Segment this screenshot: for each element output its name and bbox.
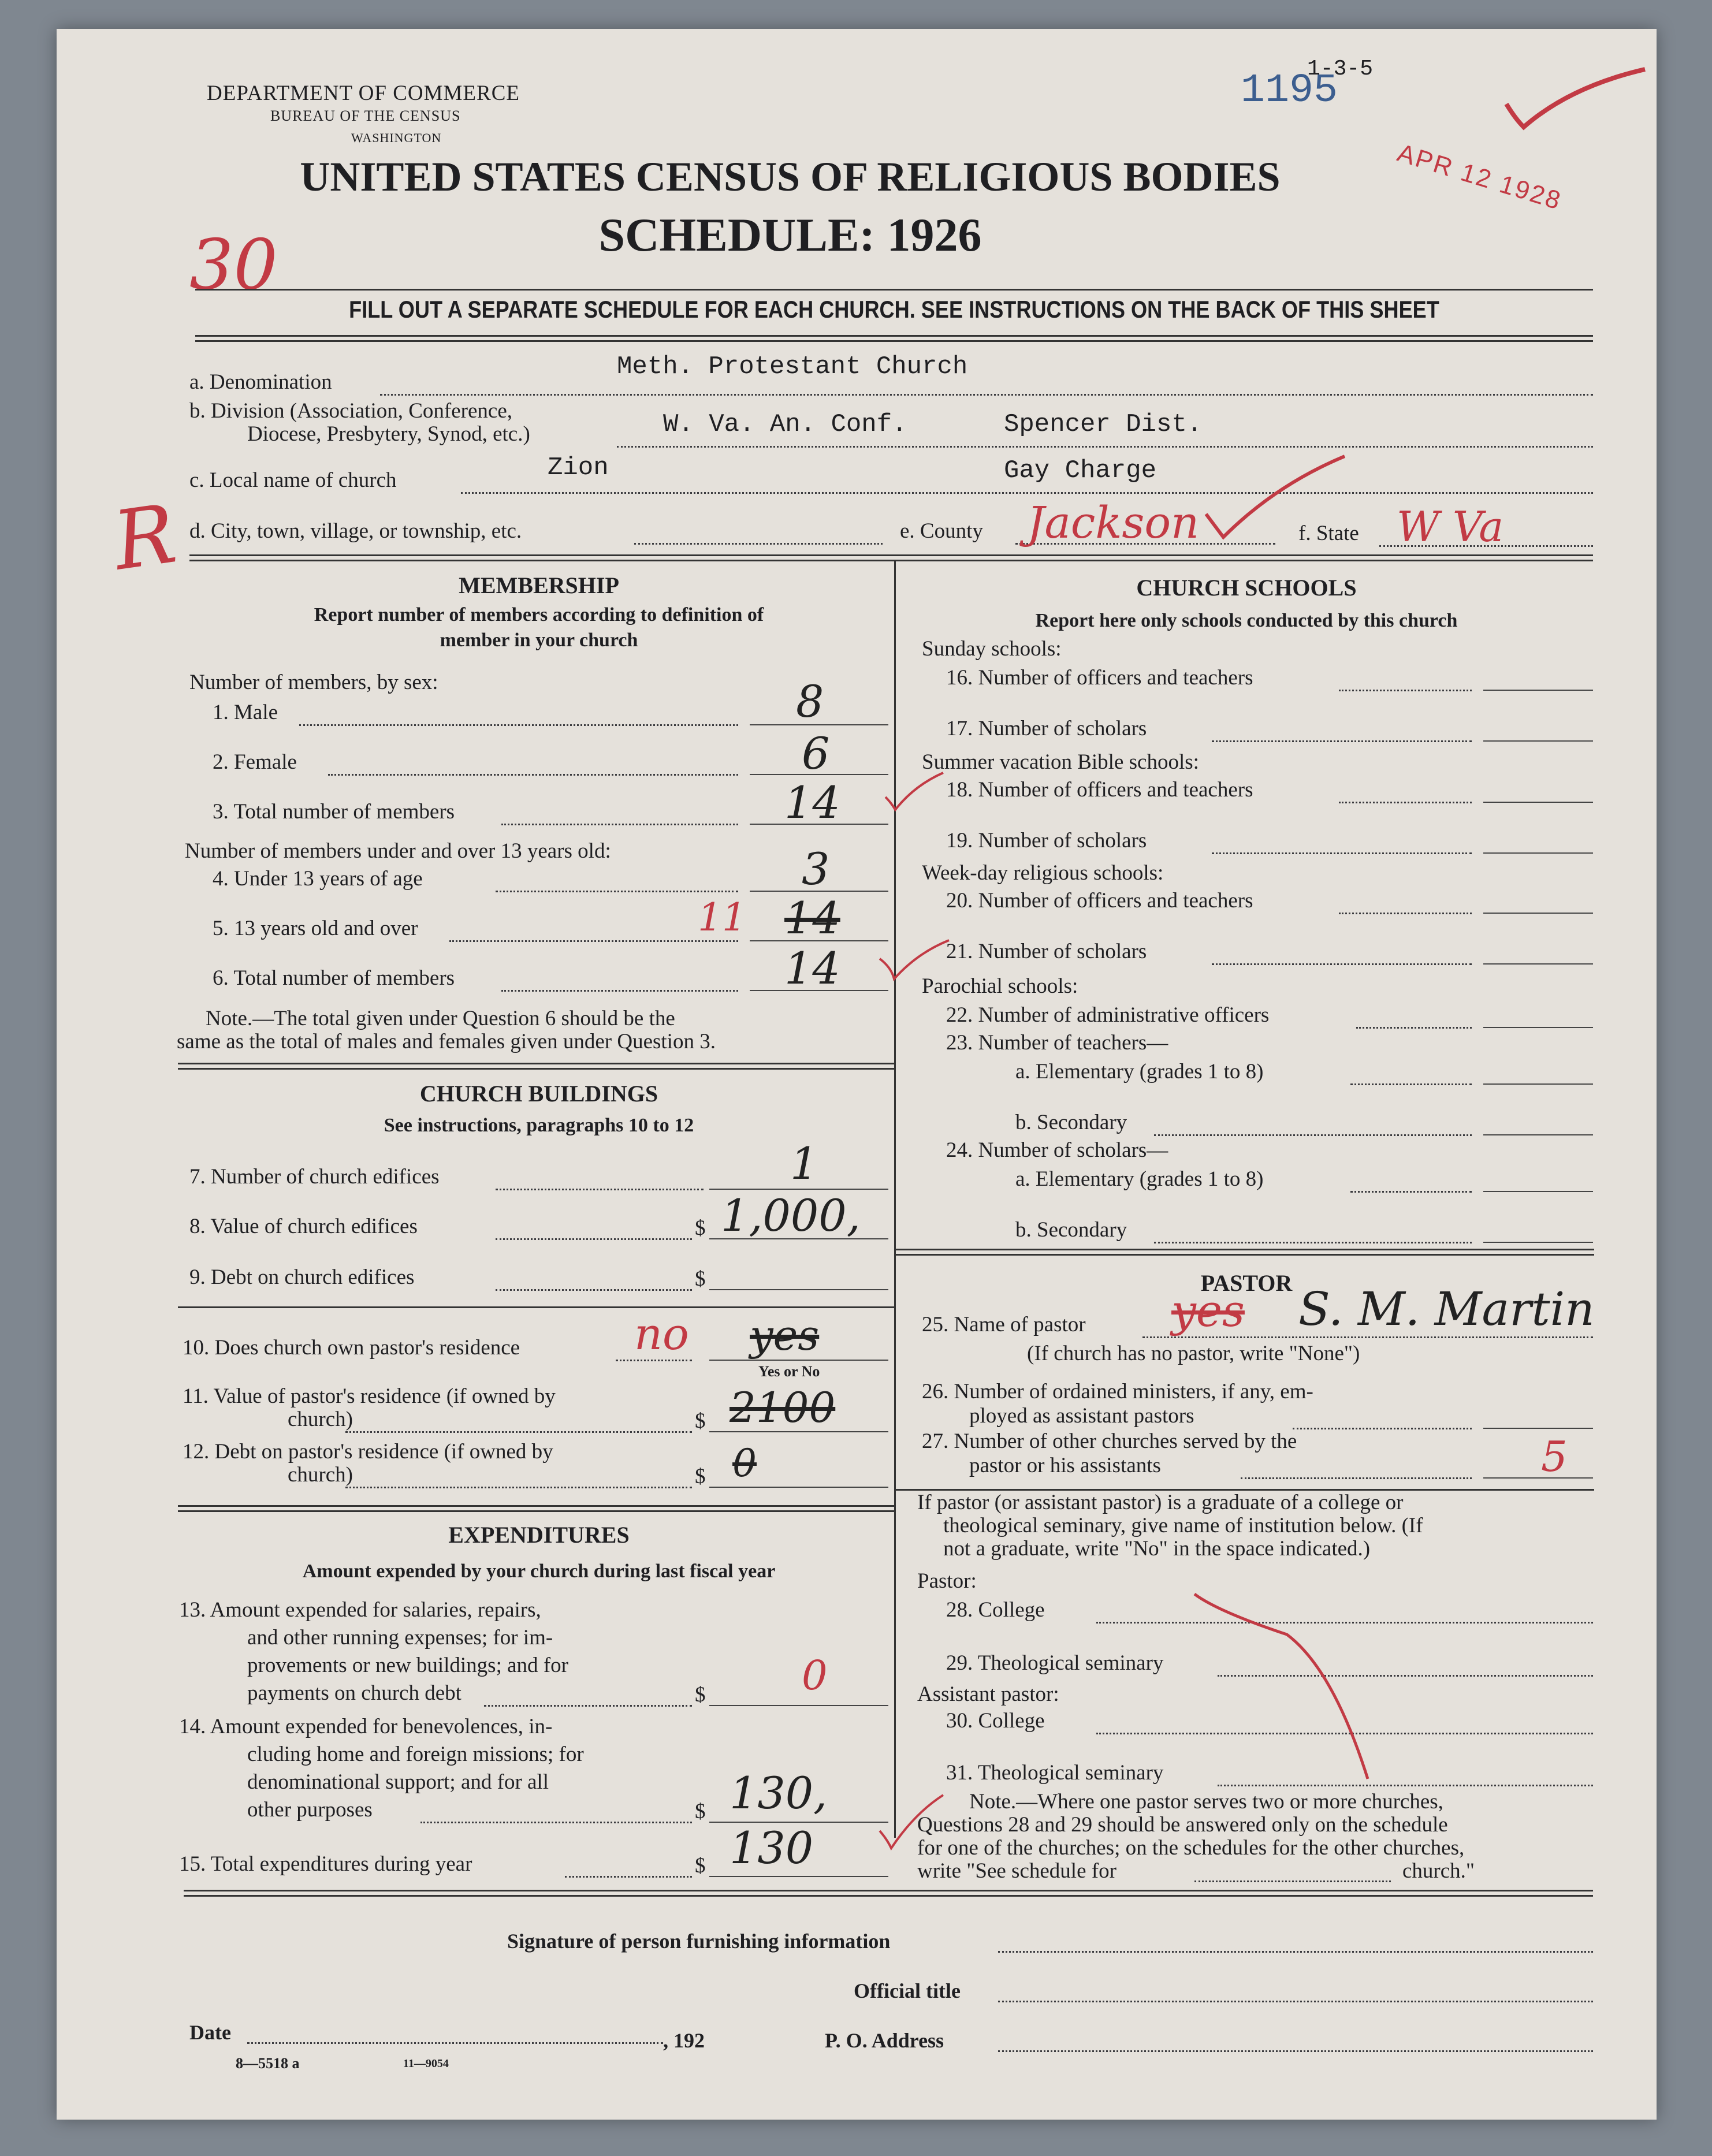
county-value: Jackson	[1027, 497, 1200, 548]
total-members-value: 14	[784, 777, 840, 828]
membership-sub1: Report number of members according to definition of	[314, 604, 764, 625]
pastor-name-value: S. M. Martin	[1298, 1282, 1595, 1336]
document-code: 1-3-5	[1307, 57, 1374, 81]
official-title-label: Official title	[854, 1979, 961, 2002]
summer-officers-label: 18. Number of officers and teachers	[946, 778, 1253, 802]
assistant-pastor-subheading: Assistant pastor:	[917, 1682, 1059, 1706]
total-check-icon	[883, 768, 946, 814]
membership-sub2: member in your church	[440, 630, 638, 651]
census-schedule-form	[57, 29, 1657, 2120]
teachers-secondary-label: b. Secondary	[1015, 1111, 1127, 1134]
denomination-label: a. Denomination	[189, 370, 332, 394]
owns-residence-value: no	[634, 1308, 689, 1360]
running-expenses-label-line2: and other running expenses; for im-	[247, 1626, 553, 1649]
division-value-district: Spencer Dist.	[1004, 410, 1203, 439]
assistant-pastors-label-line1: 26. Number of ordained ministers, if any, em-	[922, 1380, 1313, 1403]
running-expenses-label-line3: provements or new buildings; and for	[247, 1654, 568, 1677]
teachers-label: 23. Number of teachers—	[946, 1031, 1168, 1055]
college-slash-mark-icon	[1183, 1588, 1379, 1785]
edifices-value-dollar: $	[695, 1216, 706, 1240]
benevolences-value: 130,	[730, 1767, 828, 1819]
pastor-note-line5: church."	[1402, 1859, 1475, 1883]
date-label: Date	[189, 2021, 231, 2044]
schools-heading: CHURCH SCHOOLS	[1136, 575, 1357, 601]
residence-value-struck: 2100	[730, 1383, 836, 1432]
pastor-subheading: Pastor:	[917, 1569, 977, 1593]
pastor-college-label: 28. College	[946, 1598, 1045, 1622]
running-expenses-label-line1: 13. Amount expended for salaries, repairs,	[179, 1598, 541, 1622]
received-date-stamp: APR 12 1928	[1394, 139, 1565, 216]
document-number: 1195	[1241, 68, 1338, 114]
pastor-name-label: 25. Name of pastor	[922, 1313, 1086, 1336]
sunday-schools-label: Sunday schools:	[922, 637, 1062, 661]
benevolences-label-line1: 14. Amount expended for benevolences, in-	[179, 1715, 553, 1738]
residence-value-label-line2: church)	[288, 1407, 353, 1431]
local-name-label: c. Local name of church	[189, 468, 397, 492]
parochial-schools-label: Parochial schools:	[922, 974, 1078, 998]
male-label: 1. Male	[213, 701, 278, 724]
pastor-name-struck: yes	[1171, 1285, 1245, 1336]
owns-residence-struck: yes	[750, 1311, 820, 1360]
division-value-conference: W. Va. An. Conf.	[663, 410, 907, 439]
residence-debt-label-line1: 12. Debt on pastor's residence (if owned by	[183, 1440, 553, 1464]
schools-sub: Report here only schools conducted by this church	[1035, 610, 1458, 631]
state-label: f. State	[1298, 522, 1359, 545]
pastor-note-line1: Note.—Where one pastor serves two or more churches,	[969, 1790, 1443, 1814]
running-expenses-label-line4: payments on church debt	[247, 1681, 462, 1705]
division-label-line2: Diocese, Presbytery, Synod, etc.)	[247, 422, 530, 446]
residence-value-label-line1: 11. Value of pastor's residence (if owned by	[183, 1384, 556, 1408]
benevolences-label-line4: other purposes	[247, 1798, 373, 1822]
owns-residence-hint: Yes or No	[758, 1363, 820, 1380]
total-members-age-label: 6. Total number of members	[213, 966, 455, 990]
margin-letter: R	[108, 487, 182, 589]
division-label-line1: b. Division (Association, Conference,	[189, 399, 512, 423]
total-members-label: 3. Total number of members	[213, 800, 455, 824]
instruction-banner: FILL OUT A SEPARATE SCHEDULE FOR EACH CHURCH. SEE INSTRUCTIONS ON THE BACK OF THIS SHEET	[349, 296, 1439, 323]
membership-note-line1: Note.—The total given under Question 6 should be the	[206, 1007, 675, 1030]
benevolences-label-line3: denominational support; and for all	[247, 1770, 549, 1794]
owns-residence-label: 10. Does church own pastor's residence	[183, 1336, 520, 1360]
expenditures-heading: EXPENDITURES	[448, 1522, 630, 1548]
pastor-seminary-label: 29. Theological seminary	[946, 1651, 1164, 1675]
running-expenses-dollar: $	[695, 1683, 706, 1707]
pastor-heading: PASTOR	[1200, 1270, 1293, 1296]
form-number: 8—5518 a	[236, 2055, 300, 2072]
form-title: UNITED STATES CENSUS OF RELIGIOUS BODIES	[300, 154, 1281, 200]
pastor-note-line2: Questions 28 and 29 should be answered only on the schedule	[917, 1813, 1448, 1837]
residence-debt-dollar: $	[695, 1465, 706, 1488]
residence-debt-label-line2: church)	[288, 1463, 353, 1487]
bureau-heading: BUREAU OF THE CENSUS	[270, 107, 461, 124]
buildings-sub: See instructions, paragraphs 10 to 12	[384, 1115, 694, 1136]
13-and-over-label: 5. 13 years old and over	[213, 917, 418, 940]
residence-debt-value: 0	[732, 1441, 757, 1485]
13-and-over-value: 11	[698, 895, 746, 940]
county-label: e. County	[900, 519, 983, 543]
weekday-scholars-label: 21. Number of scholars	[946, 940, 1147, 963]
under-13-label: 4. Under 13 years of age	[213, 867, 423, 891]
residence-value-dollar: $	[695, 1409, 706, 1433]
total-members-age-value: 14	[784, 943, 840, 994]
female-value: 6	[802, 728, 830, 779]
state-value: W Va	[1397, 502, 1504, 551]
date-year: , 192	[663, 2029, 705, 2052]
13-and-over-struck: 14	[784, 892, 840, 944]
sunday-scholars-label: 17. Number of scholars	[946, 717, 1147, 740]
expenditures-sub: Amount expended by your church during last fiscal year	[302, 1561, 776, 1582]
edifices-count-value: 1	[790, 1138, 818, 1189]
pastor-name-hint: (If church has no pastor, write "None")	[1027, 1342, 1360, 1365]
local-name-charge: Gay Charge	[1004, 456, 1157, 485]
assistant-seminary-label: 31. Theological seminary	[946, 1761, 1164, 1785]
benevolences-dollar: $	[695, 1800, 706, 1823]
sunday-officers-label: 16. Number of officers and teachers	[946, 666, 1253, 690]
total-expenditures-label: 15. Total expenditures during year	[179, 1852, 472, 1876]
print-number: 11—9054	[403, 2057, 449, 2070]
pastor-note-line4: write "See schedule for	[917, 1859, 1116, 1883]
total-expenditures-dollar: $	[695, 1854, 706, 1878]
form-subtitle: SCHEDULE: 1926	[598, 208, 982, 261]
administrative-officers-label: 22. Number of administrative officers	[946, 1003, 1270, 1027]
edifices-count-label: 7. Number of church edifices	[189, 1165, 440, 1189]
membership-note-line2: same as the total of males and females given under Question 3.	[177, 1030, 716, 1053]
denomination-value: Meth. Protestant Church	[617, 352, 968, 381]
male-value: 8	[796, 676, 824, 727]
assistant-college-label: 30. College	[946, 1709, 1045, 1733]
po-address-label: P. O. Address	[825, 2029, 944, 2052]
membership-heading: MEMBERSHIP	[459, 572, 619, 598]
other-churches-value: 5	[1541, 1432, 1568, 1481]
signature-label: Signature of person furnishing information	[507, 1930, 891, 1953]
female-label: 2. Female	[213, 750, 297, 774]
weekday-schools-label: Week-day religious schools:	[922, 861, 1164, 885]
buildings-heading: CHURCH BUILDINGS	[419, 1081, 658, 1107]
other-churches-label-line1: 27. Number of other churches served by the	[922, 1429, 1297, 1453]
weekday-officers-label: 20. Number of officers and teachers	[946, 889, 1253, 913]
edifices-debt-dollar: $	[695, 1267, 706, 1291]
assistant-pastors-label-line2: ployed as assistant pastors	[969, 1404, 1194, 1428]
pastor-note-line3: for one of the churches; on the schedules for the other churches,	[917, 1836, 1465, 1860]
total-expenditures-value: 130	[730, 1822, 814, 1874]
scholars-label: 24. Number of scholars—	[946, 1138, 1168, 1162]
running-expenses-value: 0	[802, 1652, 828, 1699]
edifices-debt-label: 9. Debt on church edifices	[189, 1265, 415, 1289]
scholars-elementary-label: a. Elementary (grades 1 to 8)	[1015, 1167, 1264, 1191]
local-name-value: Zion	[548, 453, 609, 482]
margin-number: 30	[189, 225, 278, 306]
edifices-value-label: 8. Value of church edifices	[189, 1215, 418, 1238]
city-town-label: d. City, town, village, or township, etc.	[189, 519, 522, 543]
scholars-secondary-label: b. Secondary	[1015, 1218, 1127, 1242]
members-by-sex-label: Number of members, by sex:	[189, 671, 438, 694]
edifices-value-value: 1,000,	[721, 1190, 861, 1241]
graduate-instruction-line1: If pastor (or assistant pastor) is a graduate of a college or	[917, 1491, 1404, 1514]
teachers-elementary-label: a. Elementary (grades 1 to 8)	[1015, 1060, 1264, 1083]
summer-schools-label: Summer vacation Bible schools:	[922, 750, 1199, 774]
graduate-instruction-line3: not a graduate, write "No" in the space indicated.)	[943, 1537, 1371, 1561]
graduate-instruction-line2: theological seminary, give name of institution below. (If	[943, 1514, 1423, 1537]
summer-scholars-label: 19. Number of scholars	[946, 829, 1147, 852]
members-by-age-label: Number of members under and over 13 years old:	[185, 839, 611, 863]
other-churches-label-line2: pastor or his assistants	[969, 1454, 1161, 1477]
benevolences-label-line2: cluding home and foreign missions; for	[247, 1742, 584, 1766]
department-heading: DEPARTMENT OF COMMERCE	[207, 81, 520, 105]
under-13-value: 3	[802, 843, 830, 895]
check-mark-icon	[1501, 64, 1651, 133]
city-heading: WASHINGTON	[351, 131, 442, 145]
